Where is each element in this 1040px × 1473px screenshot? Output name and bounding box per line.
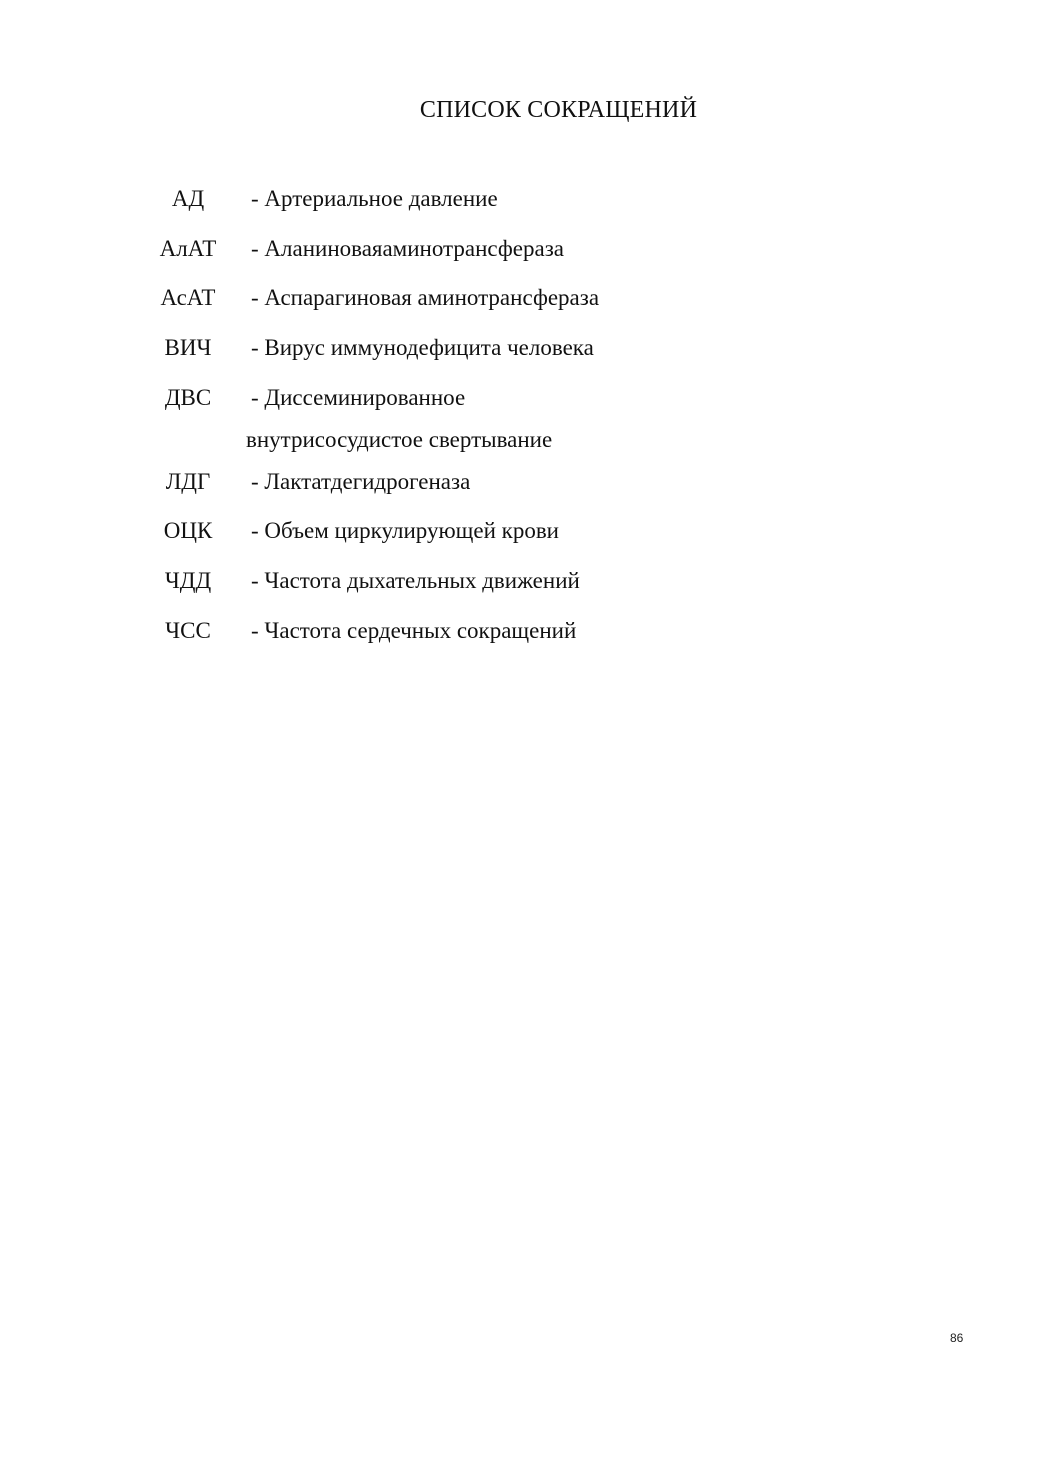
abbreviation-row xyxy=(0,184,1040,214)
abbreviation-list xyxy=(0,0,1040,700)
abbreviation-term: ЧСС xyxy=(165,618,211,643)
abbreviation-row xyxy=(0,383,1040,413)
abbreviation-definition: - Лактатдегидрогеназа xyxy=(251,469,471,494)
abbreviation-row xyxy=(0,234,1040,264)
abbreviation-term: ДВС xyxy=(164,385,212,410)
abbreviation-definition: - Вирус иммунодефицита человека xyxy=(251,335,594,360)
abbreviation-definition: - Аланиноваяаминотрансфераза xyxy=(251,236,565,261)
abbreviation-term: АлАТ xyxy=(159,236,217,261)
abbreviation-definition: - Аспарагиновая аминотрансфераза xyxy=(251,285,600,310)
abbreviation-definition: - Диссеминированное xyxy=(251,385,466,410)
abbreviation-row-continuation xyxy=(0,425,1040,455)
abbreviation-definition-continued: внутрисосудистое свертывание xyxy=(246,427,553,452)
abbreviation-definition: - Частота дыхательных движений xyxy=(251,568,580,593)
abbreviation-term: ОЦК xyxy=(163,518,213,543)
abbreviation-term: ЧДД xyxy=(164,568,212,593)
abbreviation-definition: - Объем циркулирующей крови xyxy=(251,518,559,543)
abbreviation-row xyxy=(0,467,1040,497)
abbreviation-term: ВИЧ xyxy=(164,335,212,360)
abbreviation-row xyxy=(0,283,1040,313)
page-title: СПИСОК СОКРАЩЕНИЙ xyxy=(419,97,698,123)
abbreviation-definition: - Частота сердечных сокращений xyxy=(251,618,577,643)
abbreviation-row xyxy=(0,516,1040,546)
abbreviation-row xyxy=(0,616,1040,646)
abbreviation-definition: - Артериальное давление xyxy=(251,186,498,211)
page-number: 86 xyxy=(950,1331,964,1345)
abbreviation-term: АД xyxy=(171,186,205,211)
abbreviation-term: ЛДГ xyxy=(165,469,211,494)
abbreviation-term: АсАТ xyxy=(160,285,216,310)
abbreviation-row xyxy=(0,566,1040,596)
abbreviation-row xyxy=(0,333,1040,363)
